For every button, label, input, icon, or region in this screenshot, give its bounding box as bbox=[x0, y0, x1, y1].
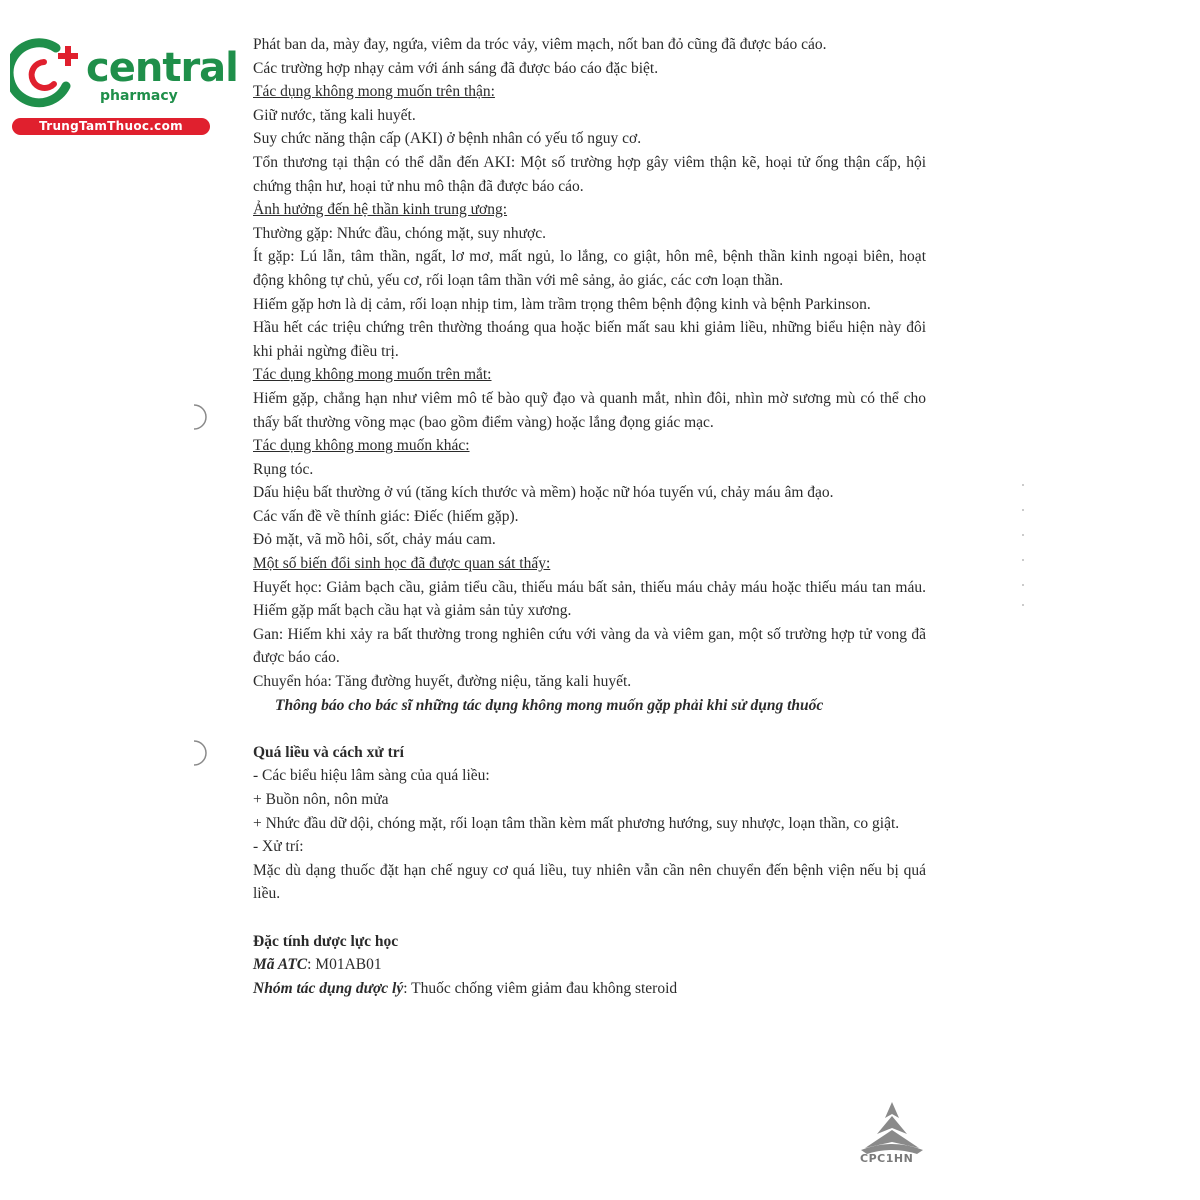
paragraph: Dấu hiệu bất thường ở vú (tăng kích thước và mềm) hoặc nữ hóa tuyến vú, chảy máu âm đạo. bbox=[253, 484, 834, 502]
stamp-text: CPC1HN bbox=[860, 1152, 914, 1165]
section-heading-kidney: Tác dụng không mong muốn trên thận: bbox=[253, 83, 495, 101]
drug-group-label: Nhóm tác dụng dược lý bbox=[253, 979, 404, 997]
punch-hole-mark bbox=[186, 738, 216, 768]
section-heading-other: Tác dụng không mong muốn khác: bbox=[253, 437, 470, 455]
paragraph: Đỏ mặt, vã mồ hôi, sốt, chảy máu cam. bbox=[253, 531, 496, 549]
section-heading-bio: Một số biến đổi sinh học đã được quan sát thấy: bbox=[253, 555, 551, 573]
punch-hole-mark bbox=[186, 402, 216, 432]
paragraph: Các vấn đề về thính giác: Điếc (hiếm gặp). bbox=[253, 507, 519, 525]
drug-group-value: : Thuốc chống viêm giảm đau không steroid bbox=[403, 979, 678, 997]
paragraph: Các trường hợp nhạy cảm với ánh sáng đã được báo cáo đặc biệt. bbox=[253, 59, 659, 77]
scan-edge-dots bbox=[1018, 480, 1028, 610]
section-heading-eye: Tác dụng không mong muốn trên mắt: bbox=[253, 366, 492, 384]
atc-value: : M01AB01 bbox=[307, 956, 382, 974]
logo-wordmark: central bbox=[86, 45, 238, 91]
pharmacy-cross-icon bbox=[10, 38, 90, 110]
paragraph: Tổn thương tại thận có thể dẫn đến AKI: Một số trường hợp gây viêm thận kẽ, hoại tử ống thận cấp, hội chứng thận hư, hoại tử nhu mô thận đã được báo cáo. bbox=[253, 153, 926, 195]
heading-overdose: Quá liều và cách xử trí bbox=[253, 743, 404, 761]
doctor-notice: Thông báo cho bác sĩ những tác dụng không mong muốn gặp phải khi sử dụng thuốc bbox=[275, 696, 824, 714]
paragraph: Ít gặp: Lú lẫn, tâm thần, ngất, lơ mơ, mất ngủ, lo lắng, co giật, hôn mê, bệnh thần kinh ngoại biên, hoạt động không tự chủ, yếu cơ, rối loạn tâm thần với mê sảng, ảo giác, các cơn loạn thần. bbox=[253, 248, 926, 289]
atc-label: Mã ATC bbox=[253, 956, 308, 974]
logo-subtitle: pharmacy bbox=[100, 88, 178, 104]
paragraph: - Các biểu hiệu lâm sàng của quá liều: bbox=[253, 767, 490, 785]
spacer bbox=[253, 717, 926, 741]
paragraph: Chuyển hóa: Tăng đường huyết, đường niệu, tăng kali huyết. bbox=[253, 673, 632, 691]
paragraph: Phát ban da, mày đay, ngứa, viêm da tróc vảy, viêm mạch, nốt ban đỏ cũng đã được báo cáo. bbox=[253, 36, 827, 53]
paragraph: Gan: Hiếm khi xảy ra bất thường trong nghiên cứu với vàng da và viêm gan, một số trường hợp tử vong đã được báo cáo. bbox=[253, 625, 926, 667]
section-heading-cns: Ảnh hưởng đến hệ thần kinh trung ương: bbox=[253, 201, 508, 219]
heading-pharmacodynamics: Đặc tính dược lực học bbox=[253, 932, 399, 950]
paragraph: Hiếm gặp, chẳng hạn như viêm mô tế bào quỹ đạo và quanh mắt, nhìn đôi, nhìn mờ sương mù có thể cho thấy bất thường võng mạc (bao gồm điểm vàng) hoặc lắng đọng giác mạc. bbox=[253, 389, 926, 431]
paragraph: Mặc dù dạng thuốc đặt hạn chế nguy cơ quá liều, tuy nhiên vẫn cần nên chuyển đến bệnh viện nếu bị quá liều. bbox=[253, 861, 926, 903]
atc-code-line bbox=[253, 953, 926, 977]
paragraph: Suy chức năng thận cấp (AKI) ở bệnh nhân có yếu tố nguy cơ. bbox=[253, 130, 642, 148]
paragraph: Huyết học: Giảm bạch cầu, giảm tiểu cầu, thiếu máu bất sản, thiếu máu chảy máu hoặc thiếu máu tan máu. Hiếm gặp mất bạch cầu hạt và giảm sản tủy xương. bbox=[253, 578, 926, 620]
logo-url-badge: TrungTamThuoc.com bbox=[12, 118, 210, 135]
drug-group-line bbox=[253, 977, 926, 1001]
paragraph: Rụng tóc. bbox=[253, 460, 314, 478]
paragraph: Hầu hết các triệu chứng trên thường thoáng qua hoặc biến mất sau khi giảm liều, những biểu hiện này đôi khi phải ngừng điều trị. bbox=[253, 319, 926, 360]
paragraph: + Nhức đầu dữ dội, chóng mặt, rối loạn tâm thần kèm mất phương hướng, suy nhược, loạn thần, co giật. bbox=[253, 814, 900, 832]
paragraph: + Buồn nôn, nôn mửa bbox=[253, 791, 389, 808]
paragraph: Hiếm gặp hơn là dị cảm, rối loạn nhịp tim, làm trầm trọng thêm bệnh động kinh và bệnh Parkinson. bbox=[253, 295, 871, 313]
paragraph: Thường gặp: Nhức đầu, chóng mặt, suy nhược. bbox=[253, 224, 546, 242]
paragraph: - Xử trí: bbox=[253, 838, 304, 856]
paragraph: Giữ nước, tăng kali huyết. bbox=[253, 106, 416, 124]
spacer bbox=[253, 906, 926, 930]
central-pharmacy-logo bbox=[10, 38, 238, 138]
document-body bbox=[253, 33, 926, 1000]
